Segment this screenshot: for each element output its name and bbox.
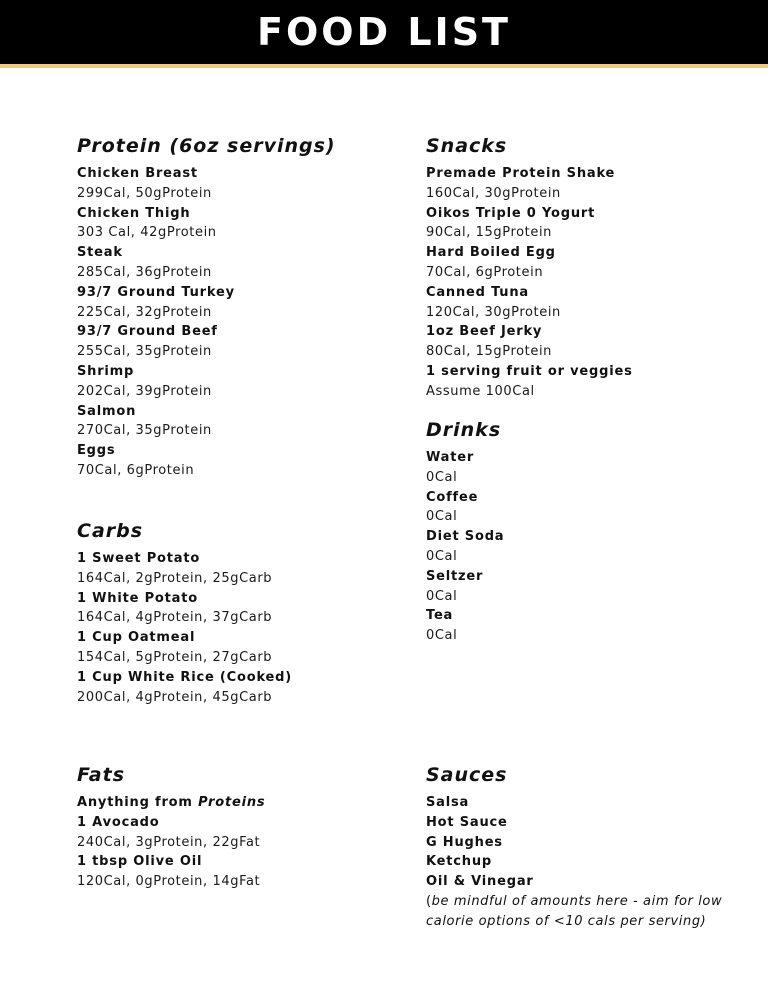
sauce-name: Oil & Vinegar bbox=[426, 874, 534, 890]
food-name: 1 White Potato bbox=[77, 590, 198, 606]
fats-section bbox=[77, 763, 407, 892]
sauces-section bbox=[426, 763, 736, 932]
drinks-list bbox=[426, 448, 756, 646]
food-name: Steak bbox=[77, 245, 123, 261]
food-detail: 270Cal, 35gProtein bbox=[77, 423, 212, 439]
food-detail: 0Cal bbox=[426, 628, 458, 644]
food-name: 93/7 Ground Beef bbox=[77, 324, 218, 340]
food-detail: 164Cal, 2gProtein, 25gCarb bbox=[77, 570, 273, 586]
food-detail: 90Cal, 15gProtein bbox=[426, 225, 553, 241]
food-detail: 285Cal, 36gProtein bbox=[77, 264, 212, 280]
page-title: FOOD LIST bbox=[257, 10, 511, 54]
food-detail: 303 Cal, 42gProtein bbox=[77, 225, 217, 241]
protein-list bbox=[77, 164, 407, 481]
sauces-note-text: be mindful of amounts here - aim for low calorie options of <10 cals per serving) bbox=[426, 893, 723, 929]
food-detail: 255Cal, 35gProtein bbox=[77, 344, 212, 360]
food-detail: 0Cal bbox=[426, 588, 458, 604]
food-name: Seltzer bbox=[426, 568, 484, 584]
food-detail: 80Cal, 15gProtein bbox=[426, 344, 553, 360]
food-detail: 160Cal, 30gProtein bbox=[426, 185, 561, 201]
carbs-title: Carbs bbox=[77, 520, 144, 542]
fats-list bbox=[77, 793, 407, 892]
sauce-name: Ketchup bbox=[426, 854, 492, 870]
food-name: 1oz Beef Jerky bbox=[426, 324, 543, 340]
header-accent-bar bbox=[0, 64, 768, 68]
sauces-note-paren: ( bbox=[426, 893, 432, 909]
food-name: Shrimp bbox=[77, 363, 135, 379]
sauces-title: Sauces bbox=[426, 764, 508, 786]
food-detail: 0Cal bbox=[426, 509, 458, 525]
snacks-title: Snacks bbox=[426, 135, 508, 157]
snacks-list bbox=[426, 164, 756, 402]
food-detail: 240Cal, 3gProtein, 22gFat bbox=[77, 834, 261, 850]
food-detail: 225Cal, 32gProtein bbox=[77, 304, 212, 320]
food-name: 1 Avocado bbox=[77, 814, 160, 830]
food-detail: 120Cal, 30gProtein bbox=[426, 304, 561, 320]
food-detail: 0Cal bbox=[426, 469, 458, 485]
fats-proteins-note bbox=[77, 793, 407, 813]
food-name: Chicken Thigh bbox=[77, 205, 191, 221]
page-header bbox=[0, 0, 768, 64]
food-name: 1 Sweet Potato bbox=[77, 551, 201, 566]
food-name: 1 serving fruit or veggies bbox=[426, 363, 633, 379]
food-name: Chicken Breast bbox=[77, 166, 198, 181]
food-name: 1 tbsp Olive Oil bbox=[77, 854, 203, 870]
food-name: Hard Boiled Egg bbox=[426, 245, 556, 261]
food-detail: 70Cal, 6gProtein bbox=[77, 462, 195, 478]
sauce-name: Hot Sauce bbox=[426, 814, 508, 830]
food-detail: 164Cal, 4gProtein, 37gCarb bbox=[77, 610, 273, 626]
fats-note-emphasis: Proteins bbox=[198, 795, 266, 810]
food-name: Water bbox=[426, 450, 475, 465]
fats-title: Fats bbox=[77, 764, 126, 786]
food-detail: 202Cal, 39gProtein bbox=[77, 383, 212, 399]
drinks-section bbox=[426, 418, 756, 646]
food-detail: 0Cal bbox=[426, 548, 458, 564]
food-name: Premade Protein Shake bbox=[426, 166, 616, 181]
food-detail: Assume 100Cal bbox=[426, 383, 535, 399]
food-name: Eggs bbox=[77, 443, 116, 459]
food-name: 1 Cup Oatmeal bbox=[77, 630, 196, 646]
snacks-section bbox=[426, 134, 756, 402]
food-name: Diet Soda bbox=[426, 529, 505, 545]
food-detail: 299Cal, 50gProtein bbox=[77, 185, 212, 201]
food-name: Coffee bbox=[426, 489, 479, 505]
food-name: 93/7 Ground Turkey bbox=[77, 284, 235, 300]
food-detail: 200Cal, 4gProtein, 45gCarb bbox=[77, 689, 273, 705]
food-name: Tea bbox=[426, 608, 454, 624]
carbs-section bbox=[77, 519, 407, 707]
protein-title: Protein (6oz servings) bbox=[77, 135, 336, 157]
sauces-note bbox=[426, 892, 736, 932]
fats-note-prefix: Anything from bbox=[77, 795, 199, 810]
sauces-list bbox=[426, 793, 736, 932]
food-detail: 154Cal, 5gProtein, 27gCarb bbox=[77, 649, 273, 665]
carbs-list bbox=[77, 549, 407, 707]
food-detail: 70Cal, 6gProtein bbox=[426, 264, 544, 280]
drinks-title: Drinks bbox=[426, 419, 502, 441]
food-name: Canned Tuna bbox=[426, 284, 529, 300]
sauce-name: Salsa bbox=[426, 795, 470, 810]
sauce-name: G Hughes bbox=[426, 834, 503, 850]
food-name: 1 Cup White Rice (Cooked) bbox=[77, 669, 293, 685]
protein-section bbox=[77, 134, 407, 481]
food-name: Oikos Triple 0 Yogurt bbox=[426, 205, 596, 221]
food-name: Salmon bbox=[77, 403, 137, 419]
food-detail: 120Cal, 0gProtein, 14gFat bbox=[77, 874, 261, 890]
